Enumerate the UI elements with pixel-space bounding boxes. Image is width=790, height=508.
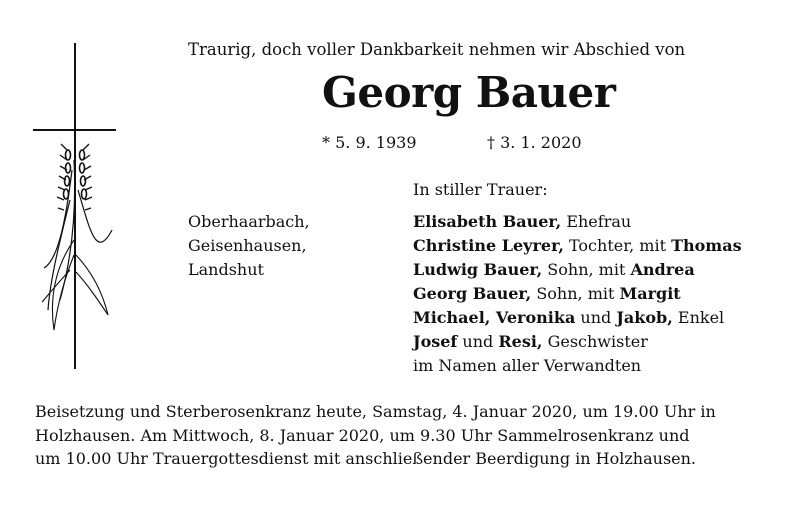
mourning-heading: In stiller Trauer:	[413, 180, 548, 199]
relation: Ehefrau	[561, 212, 632, 231]
footer-line: Holzhausen. Am Mittwoch, 8. Januar 2020, um 9.30 Uhr Sammelrosenkranz und	[35, 425, 690, 445]
relation: Tochter, mit	[563, 236, 672, 255]
mourner-name: Margit	[619, 284, 681, 303]
deceased-name: Georg Bauer	[322, 68, 616, 117]
mourner-name: Ludwig Bauer,	[413, 260, 543, 279]
footer-line: um 10.00 Uhr Trauergottesdienst mit anschließender Beerdigung in Holzhausen.	[35, 449, 697, 468]
mourner-line	[413, 258, 742, 282]
relation: Enkel	[672, 308, 725, 327]
mourner-name: Thomas	[671, 236, 742, 255]
relation: Geschwister	[542, 332, 648, 351]
birth-date: * 5. 9. 1939	[322, 133, 417, 152]
relation: Sohn, mit	[542, 260, 631, 279]
place: Landshut	[188, 260, 264, 279]
mourner-name: Georg Bauer,	[413, 284, 532, 303]
place: Oberhaarbach,	[188, 212, 310, 231]
mourner-line	[413, 234, 742, 258]
mourner-name: Resi,	[498, 332, 543, 351]
mourners-list	[413, 210, 742, 378]
relation: Sohn, mit	[531, 284, 620, 303]
death-date: † 3. 1. 2020	[487, 133, 582, 152]
intro-text: Traurig, doch voller Dankbarkeit nehmen wir Abschied von	[188, 40, 686, 59]
mourner-line	[413, 330, 742, 354]
relation: und	[575, 308, 617, 327]
mourner-name: Andrea	[630, 260, 695, 279]
mourner-line	[413, 282, 742, 306]
cross-with-wheat-icon	[30, 40, 120, 372]
place: Geisenhausen,	[188, 236, 307, 255]
mourner-line	[413, 306, 742, 330]
mourner-name: Josef	[413, 332, 458, 351]
mourner-line	[413, 210, 742, 234]
mourner-line: im Namen aller Verwandten	[413, 356, 642, 375]
mourner-name: Michael, Veronika	[413, 308, 576, 327]
relation: und	[457, 332, 499, 351]
funeral-details	[35, 400, 755, 471]
mourner-name: Christine Leyrer,	[413, 236, 564, 255]
places-list	[188, 210, 310, 282]
mourner-name: Elisabeth Bauer,	[413, 212, 562, 231]
mourner-name: Jakob,	[616, 308, 673, 327]
footer-line: Beisetzung und Sterberosenkranz heute, Samstag, 4. Januar 2020, um 19.00 Uhr in	[35, 402, 716, 421]
